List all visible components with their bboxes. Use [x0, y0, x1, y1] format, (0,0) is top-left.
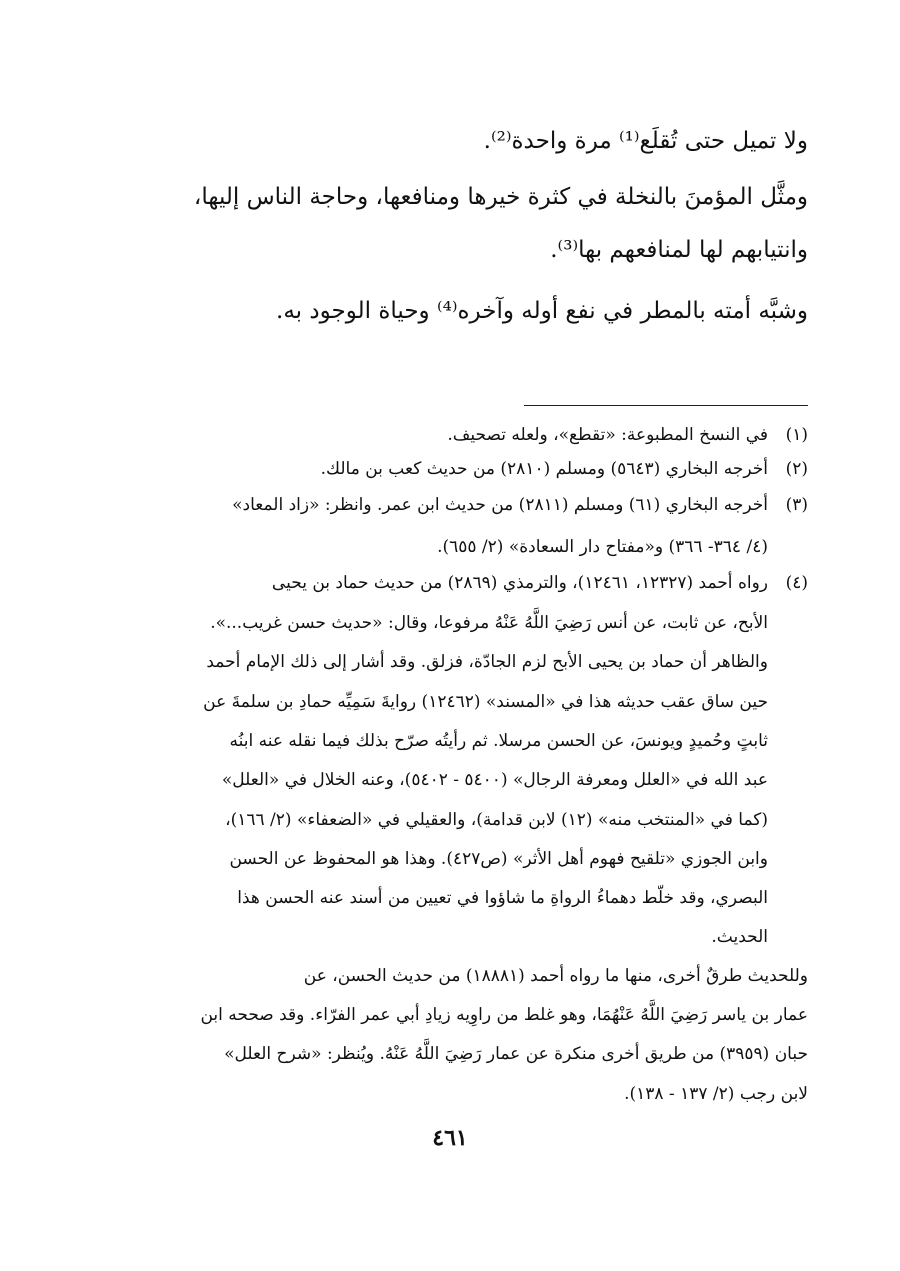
footnote-line: الأبح، عن ثابت، عن أنس رَضِيَ اللَّهُ عَنْهُ مرفوعا، وقال: «حديث حسن غريب...». — [210, 613, 768, 633]
footnote-line: لابن رجب (٢/ ١٣٧ - ١٣٨). — [624, 1084, 808, 1104]
footnote-line: رواه أحمد (١٢٣٢٧، ١٢٤٦١)، والترمذي (٢٨٦٩) من حديث حماد بن يحيى — [271, 573, 768, 593]
footnote-line: في النسخ المطبوعة: «تقطع»، ولعله تصحيف. — [447, 425, 768, 445]
footnote-line: حبان (٣٩٥٩) من طريق أخرى منكرة عن عمار رَضِيَ اللَّهُ عَنْهُ. ويُنظر: «شرح العلل» — [224, 1044, 808, 1064]
footnote-line: (كما في «المنتخب منه» (١٢) لابن قدامة)، والعقيلي في «الضعفاء» (٢/ ١٦٦)، — [225, 810, 768, 830]
footnote-line: والظاهر أن حماد بن يحيى الأبح لزم الجادّة، فزلق. وقد أشار إلى ذلك الإمام أحمد — [206, 652, 768, 672]
footnote-line: وابن الجوزي «تلقيح فهوم أهل الأثر» (ص٤٢٧). وهذا هو المحفوظ عن الحسن — [229, 849, 768, 869]
footnote-line: (٤/ ٣٦٤- ٣٦٦) و«مفتاح دار السعادة» (٢/ ٦٥٥). — [437, 537, 768, 557]
footnote-line: أخرجه البخاري (٦١) ومسلم (٢٨١١) من حديث ابن عمر. وانظر: «زاد المعاد» — [232, 495, 768, 515]
footnote-number: (١) — [785, 425, 808, 445]
footnote-line: عبد الله في «العلل ومعرفة الرجال» (٥٤٠٠ - ٥٤٠٢)، وعنه الخلال في «العلل» — [221, 770, 768, 790]
footnote-number: (٢) — [785, 459, 808, 479]
main-line: وانتيابهم لها لمنافعهم بها⁽³⁾. — [550, 237, 808, 263]
footnote-line: البصري، وقد خلّط دهماءُ الرواةِ ما شاؤوا في تعيين من أسند عنه الحسن هذا — [237, 888, 768, 908]
footnote-divider — [524, 405, 808, 406]
footnote-line: الحديث. — [711, 927, 768, 947]
footnote-line: حين ساق عقب حديثه هذا في «المسند» (١٢٤٦٢) روايةَ سَمِيِّه حمادِ بن سلمةَ عن — [203, 692, 768, 712]
main-line: وشبَّه أمته بالمطر في نفع أوله وآخره⁽⁴⁾ وحياة الوجود به. — [276, 298, 808, 324]
footnote-number: (٣) — [785, 495, 808, 515]
footnote-number: (٤) — [785, 573, 808, 593]
footnote-line: ثابتٍ وحُميدٍ ويونسَ، عن الحسن مرسلا. ثم رأيتُه صرّح بذلك فيما نقله عنه ابنُه — [229, 731, 768, 751]
page-number: ٤٦١ — [432, 1125, 468, 1151]
footnote-line: عمار بن ياسر رَضِيَ اللَّهُ عَنْهُمَا، وهو غلط من راوِيه زيادِ أبي عمر الفرّاء. وقد صححه ابن — [200, 1005, 808, 1025]
main-line: ومثَّل المؤمنَ بالنخلة في كثرة خيرها ومنافعها، وحاجة الناس إليها، — [193, 184, 808, 210]
footnote-line: وللحديث طرقٌ أخرى، منها ما رواه أحمد (١٨٨٨١) من حديث الحسن، عن — [303, 966, 808, 986]
footnote-line: أخرجه البخاري (٥٦٤٣) ومسلم (٢٨١٠) من حديث كعب بن مالك. — [320, 459, 768, 479]
main-line: ولا تميل حتى تُقلَع⁽¹⁾ مرة واحدة⁽²⁾. — [483, 128, 808, 154]
